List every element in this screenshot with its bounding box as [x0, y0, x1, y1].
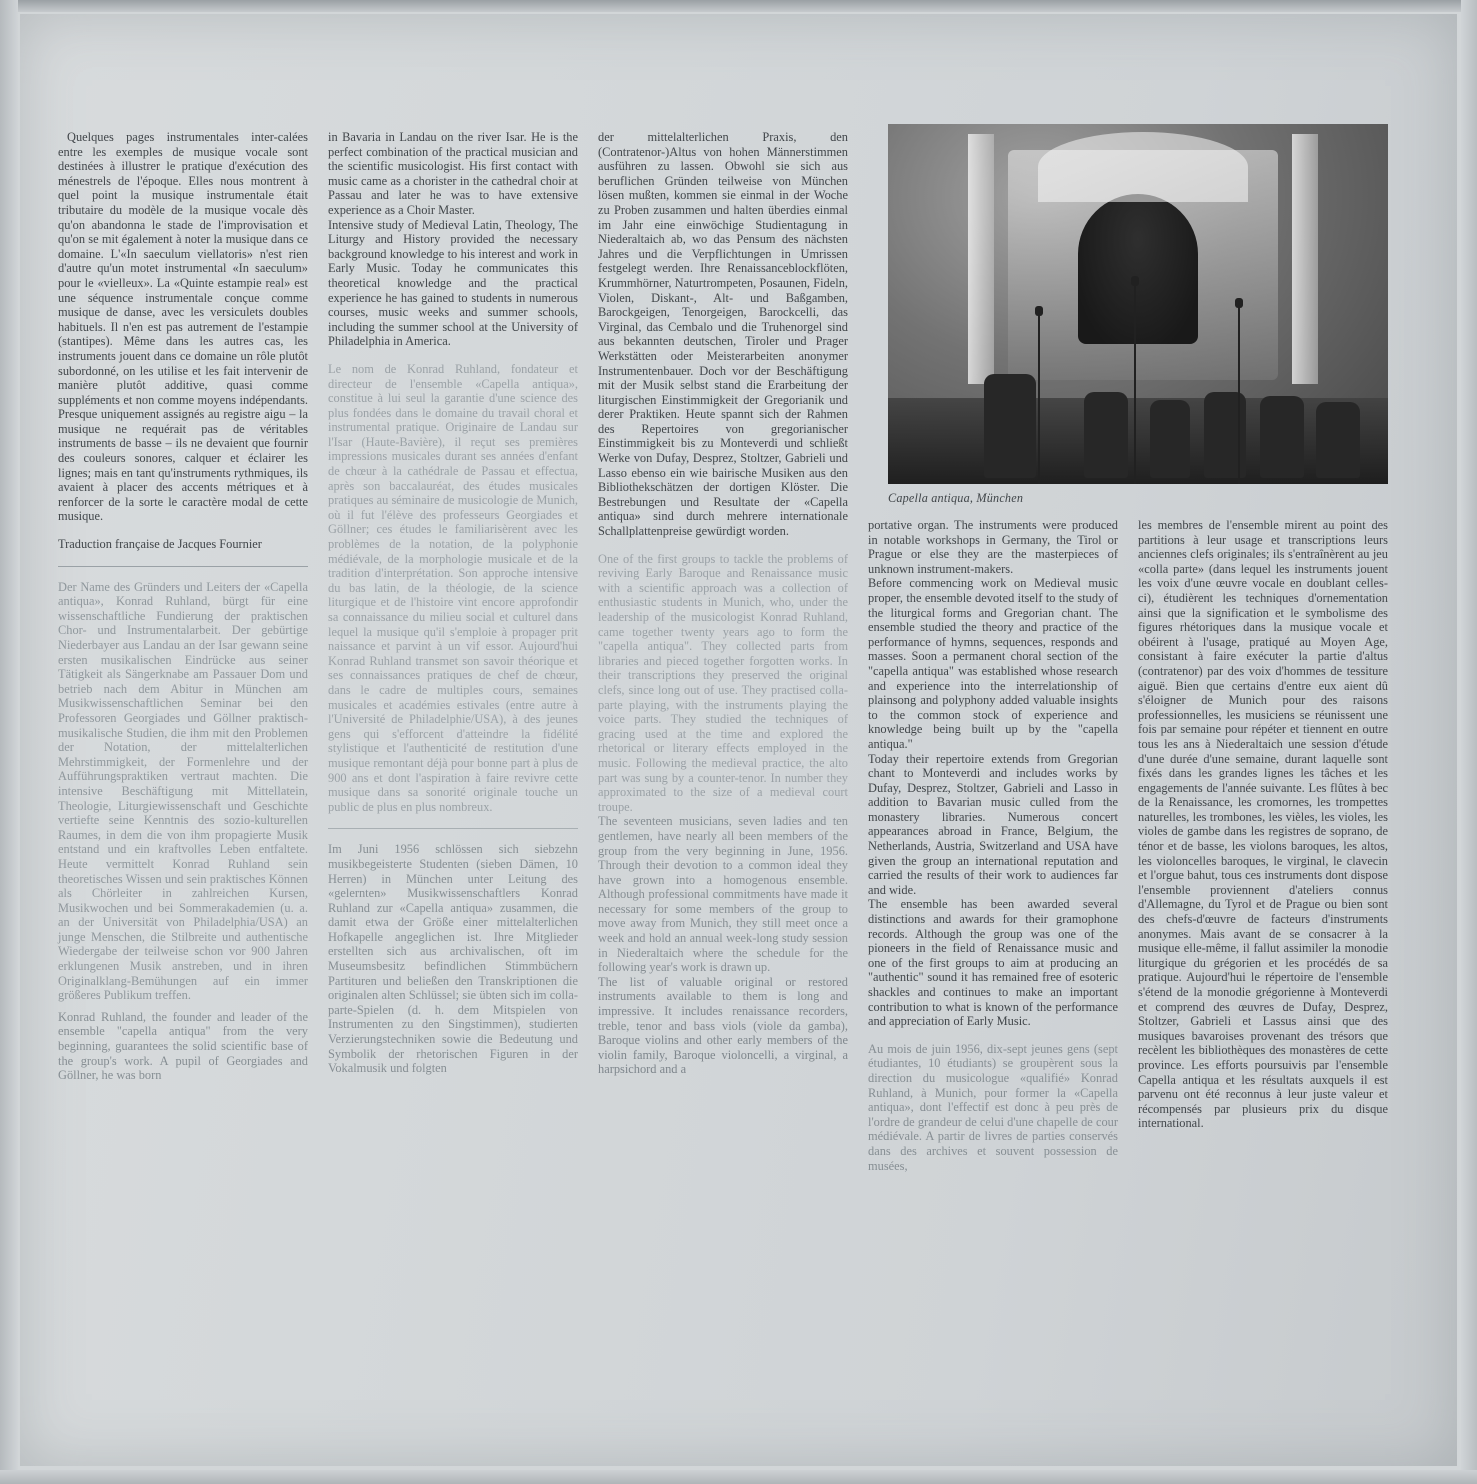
page-edge-left: [0, 0, 18, 1484]
column-4: [868, 130, 1118, 1330]
paragraph-fr-membres-ensemble: les membres de l'ensemble mirent au point des partitions à leur usage et transcriptions leurs anciennes clefs originales; ils s'entraînèrent au jeu «colla parte» (dans lequel les instruments jouent les voix d'une œuvre vocale en doublant celles-ci), étudièrent les techniques d'ornementation ainsi que la signification et le symbolisme des figures rhétoriques dans la musique vocale et obéirent à l'usage, pratiqué au Moyen Age, consistant à faire exécuter la partie d'altus (contratenor) par des voix d'hommes de tessiture aiguë. Bien que certains d'entre eux aient dû s'éloigner de Munich pour des raisons professionnelles, les musiciens se réunissent une fois par semaine pour répéter et tiennent en outre tous les ans à Niederaltaich une session d'étude d'une durée d'une semaine, durant laquelle sont fixés dans les grandes lignes les tâches et les engagements de l'année suivante. Les flûtes à bec de la Renaissance, les cromornes, les trompettes naturelles, les trombones, les vièles, les violes, les violes de gambe dans les registres de soprano, de ténor et de basse, les violons baroques, les altos, les violoncelles baroques, le virginal, le clavecin et l'orgue bahut, tous ces instruments dont dispose l'ensemble proviennent d'ateliers connus d'Allemagne, du Tyrol et de Prague ou bien sont des chefs-d'œuvre de facteurs d'instruments anonymes. Mais avant de se consacrer à la musique elle-même, il fallut assimiler la monodie liturgique du grégorien et les procédés de sa pratique. Aujourd'hui le répertoire de l'ensemble s'étend de la monodie grégorienne à Monteverdi et comprend des œuvres de Dufay, Desprez, Stoltzer, Gabrieli et Lassus ainsi que des musiques bavaroises provenant des trésors que recèlent les bibliothèques des monastères de cette province. Les efforts poursuivis par l'ensemble Capella antiqua et les résultats auxquels il est parvenu ont été reconnus à leur juste valeur et récompensés par plusieurs prix du disque international.: [1138, 518, 1388, 1131]
paragraph-fr-ruhland: Le nom de Konrad Ruhland, fondateur et directeur de l'ensemble «Capella antiqua», constitue à lui seul la garantie d'une science des plus fondées dans le domaine du travail choral et instrumental pratique. Originaire de Landau sur l'Isar (Haute-Bavière), il reçut ses premières impressions musicales durant ses années d'enfant de chœur à la cathédrale de Passau et effectua, après son baccalauréat, des études musicales pratiques au séminaire de musicologie de Munich, où il fut l'élève des professeurs Georgiades et Göllner; ces études le familiarisèrent avec les problèmes de la notation, de la polyphonie médiévale, de la morphologie musicale et de la tradition d'interprétation. Son approche intensive du bas latin, de la théologie, de la science liturgique et de l'histoire vint encore approfondir sa connaissance du milieu social et culturel dans lequel la musique qu'il s'emploie à propager prit naissance et parvint à un vif essor. Aujourd'hui Konrad Ruhland transmet son savoir théorique et ses connaissances pratiques de chef de chœur, dans le cadre de multiples cours, semaines musicales et académies estivales (entre autre à l'Université de Philadelphie/USA), à des jeunes gens qui s'efforcent d'atteindre la fidélité stylistique et l'authenticité de restitution d'une musique remontant déjà pour bonne part à plus de 900 ans et dont l'aspiration à faire revivre cette musique dans sa sonorité originale touche un public de plus en plus nombreux.: [328, 361, 578, 814]
column-1: [58, 130, 308, 1330]
paragraph-en-portative-organ: portative organ. The instruments were produced in notable workshops in Germany, the Tirol or Prague or else they are the masterpieces of unknown instrument-makers.: [868, 518, 1118, 576]
paragraph-fr-juin-1956: Au mois de juin 1956, dix-sept jeunes gens (sept étudiantes, 10 étudiants) se groupèrent sous la direction du musicologue «qualifié» Konrad Ruhland, à Munich, pour former la «Capella antiqua», dont l'effectif est donc à peu près de l'ordre de grandeur de celui d'une chapelle de cour médiévale. A partir de livres de parties conservés dans des archives et souvent possession de musées,: [868, 1041, 1118, 1173]
paragraph-en-instrument-list: The list of valuable original or restored instruments available to them is long and impressive. It includes renaissance recorders, treble, tenor and bass viols (viole da gamba), Baroque violins and other early members of the violin family, Baroque violoncelli, a virginal, a harpsichord and a: [598, 974, 848, 1077]
paragraph-en-ruhland-start: Konrad Ruhland, the founder and leader of the ensemble "capella antiqua" from the very beginning, guarantees the solid scientific base of the group's work. A pupil of Georgiades and Göllner, he was born: [58, 1009, 308, 1083]
paragraph-en-first-groups: One of the first groups to tackle the problems of reviving Early Baroque and Renaissance music with a scientific approach was a collection of enthusiastic students in Munich, who, under the leadership of the musicologist Konrad Ruhland, came together twenty years ago to form the "capella antiqua". They collected parts from libraries and pieced together forgotten works. In their transcriptions they preserved the original clefs, since long out of use. They practised colla-parte playing, with the instruments playing the voice parts. They studied the techniques of gracing used at the time and explored the rhetorical or literary effects employed in the music. Following the medieval practice, the alto part was sung by a counter-tenor. In number they approximated to the size of a medieval court troupe.: [598, 551, 848, 814]
paragraph-en-medieval-latin: Intensive study of Medieval Latin, Theology, The Liturgy and History provided the necessary background knowledge to his interest and work in Early Music. Today he communicates this theoretical knowledge and the practical experience he has gained to students in numerous courses, music weeks and summer schools, including the summer school at the University of Philadelphia in America.: [328, 217, 578, 349]
paragraph-de-ruhland: Der Name des Gründers und Leiters der «Capella antiqua», Konrad Ruhland, bürgt für eine wissenschaftliche Fundierung der praktischen Chor- und Instrumentalarbeit. Der gebürtige Niederbayer aus Landau an der Isar gewann seine ersten musikalischen Eindrücke aus seiner Tätigkeit als Sängerknabe am Passauer Dom und betrieb nach dem Abitur in München am Musikwissenschaftlichen Seminar bei den Professoren Georgiades und Göllner praktisch-musikalische Studien, die ihm mit den Problemen der Notation, der mittelalterlichen Mehrstimmigkeit, der Formenlehre und der Aufführungspraktiken vertraut machten. Die intensive Beschäftigung mit Mittellatein, Theologie, Liturgiewissenschaft und Geschichte vertiefte seine Kenntnis des sozio-kulturellen Raumes, in dem die von ihm propagierte Musik entstand und ein kraftvolles Leben entfaltete. Heute vermittelt Konrad Ruhland sein theoretisches Wissen und sein praktisches Können als Chörleiter in zahlreichen Kursen, Musikwochen und bei Sommerakademien (u. a. an der Universität von Philadelphia/USA) an junge Menschen, die Stilbreite und authentische Wiedergabe der teilweise schon vor 900 Jahren erklungenen Musik anstreben, und in ihren Originalklang-Bemühungen auf ein immer größeres Publikum treffen.: [58, 579, 308, 1003]
section-divider: [58, 566, 308, 567]
paragraph-en-repertoire: Today their repertoire extends from Gregorian chant to Monteverdi and includes works by Dufay, Desprez, Stoltzer, Gabrieli and Lasso in addition to Bavarian music culled from the monastery libraries. Numerous concert appearances abroad in France, Belgium, the Netherlands, Austria, Switzerland and USA have given the group an international reputation and carried the results of their work to audiences far and wide.: [868, 751, 1118, 897]
photo-caption: Capella antiqua, München: [888, 491, 1024, 505]
section-divider-2: [328, 828, 578, 829]
page-edge-top: [0, 0, 1477, 12]
column-2: [328, 130, 578, 1330]
text-columns: [58, 130, 1388, 1330]
paragraph-de-capella-1956: Im Juni 1956 schlössen sich siebzehn musikbegeisterte Studenten (sieben Dämen, 10 Herren) in München unter Leitung des «gelernten» Musikwissenschaftlers Konrad Ruhland zur «Capella antiqua» zusammen, die damit etwa der Größe einer mittelalterlichen Hofkapelle angeglichen ist. Ihre Mitglieder erstellten sich aus archivalischen, oft im Museumsbesitz befindlichen Stimmbüchern Partituren und beließen den Transkriptionen die originalen alten Schlüssel; sie übten sich im colla-parte-Spielen (d. h. dem Mitspielen von Instrumenten zu den Singstimmen), studierten Verzierungstechniken sowie die Bedeutung und Symbolik der rhetorischen Figuren in der Vokalmusik und folgten: [328, 842, 578, 1076]
column-5: [1138, 130, 1388, 1330]
page-edge-bottom: [0, 1470, 1477, 1484]
paragraph-en-before-commencing: Before commencing work on Medieval music proper, the ensemble devoted itself to the study of the liturgical forms and Gregorian chant. The ensemble studied the theory and practice of the performance of hymns, sequences, responds and masses. Soon a permanent choral section of the "capella antiqua" was established whose research and experience into the interrelationship of plainsong and polyphony added valuable insights to the common stock of experience and knowledge being built up by the "capella antiqua.": [868, 576, 1118, 751]
column-3: [598, 130, 848, 1330]
translation-credit: Traduction française de Jacques Fournier: [58, 537, 262, 552]
paragraph-en-seventeen-musicians: The seventeen musicians, seven ladies and ten gentlemen, have nearly all been members of the group from the very beginning in June, 1956. Through their devotion to a common ideal they have grown into a homogenous ensemble. Although professional commitments have made it necessary for some members of the group to move away from Munich, they still meet once a week and hold an annual week-long study session in Niederaltaich where the schedule for the following year's work is drawn up.: [598, 814, 848, 975]
paragraph-en-awards: The ensemble has been awarded several distinctions and awards for their gramophone records. Although the group was one of the pioneers in the field of Renaissance music and one of the first groups to aim at producing an "authentic" sound it has remained free of esoteric shackles and continues to make an important contribution to what is known of the performance and appreciation of Early Music.: [868, 897, 1118, 1029]
paragraph-en-ruhland-cont: in Bavaria in Landau on the river Isar. He is the perfect combination of the practical musician and the scientific musicologist. His first contact with music came as a chorister in the cathedral choir at Passau and later he was to have extensive experience as a Choir Master.: [328, 130, 578, 217]
paragraph-fr-instrumental: Quelques pages instrumentales inter-calées entre les exemples de musique vocale sont destinées à illustrer le pratique d'exécution des ménestrels de l'époque. Elles nous montrent à quel point la musique instrumentale était tributaire du modèle de la musique vocale dès qu'on abandonna le stade de l'improvisation et qu'on se mit également à noter la musique dans ce domaine. L'«In saeculum viellatoris» n'est rien d'autre qu'un motet instrumental «In saeculum» pour le «vielleux». La «Quinte estampie real» est une séquence instrumentale conçue comme musique de danse, avec les versiculets doubles habituels. Il n'en est pas autrement de l'estampie (stantipes). Même dans les autres cas, les instruments jouent dans ce domaine un rôle plutôt subordonné, on les utilise et les fait intervenir de manière plutôt additive, quasi comme suppléments et non comme moyens indépendants. Presque uniquement assignés au registre aigu – la musique ne requérait pas de véritables instruments de basse – ils ne devaient que fournir des couleurs sonores, calquer et éclairer les lignes; mais en tant qu'instruments rythmiques, ils avaient à placer des accents métriques et à renforcer de la sorte le caractère modal de cette musique.: [58, 130, 308, 524]
paragraph-de-praxis: der mittelalterlichen Praxis, den (Contratenor-)Altus von hohen Männerstimmen ausführen zu lassen. Obwohl sie sich aus beruflichen Gründen teilweise von München lösen mußten, kommen sie einmal in der Woche zu Proben zusammen und halten überdies einmal im Jahr eine einwöchige Studientagung in Niederaltaich ab, wo das Pensum des nächsten Jahres und die Verpflichtungen in Umrissen festgelegt werden. Ihre Renaissanceblockflöten, Krummhörner, Naturtrompeten, Posaunen, Fideln, Violen, Diskant-, Alt- und Baßgamben, Barockgeigen, Tenorgeigen, Barockcelli, das Virginal, das Cembalo und die Truhenorgel sind aus bekannten deutschen, Tiroler und Prager Werkstätten oder Meisterarbeiten anonymer Instrumentenbauer. Doch vor der Beschäftigung mit der Musik selbst stand die Erarbeitung der liturgischen Einstimmigkeit der Gregorianik und derer Praktiken. Heute spannt sich der Rahmen des Repertoires von gregorianischer Einstimmigkeit bis zu Monteverdi und schließt Werke von Dufay, Desprez, Stoltzer, Gabrieli und Lasso ebenso ein wie bairische Musiken aus den Bibliothekschätzen der dortigen Klöster. Die Bestrebungen und Resultate der «Capella antiqua» sind durch mehrere internationale Schallplattenpreise gewürdigt worden.: [598, 130, 848, 539]
page-edge-right: [1461, 0, 1477, 1484]
